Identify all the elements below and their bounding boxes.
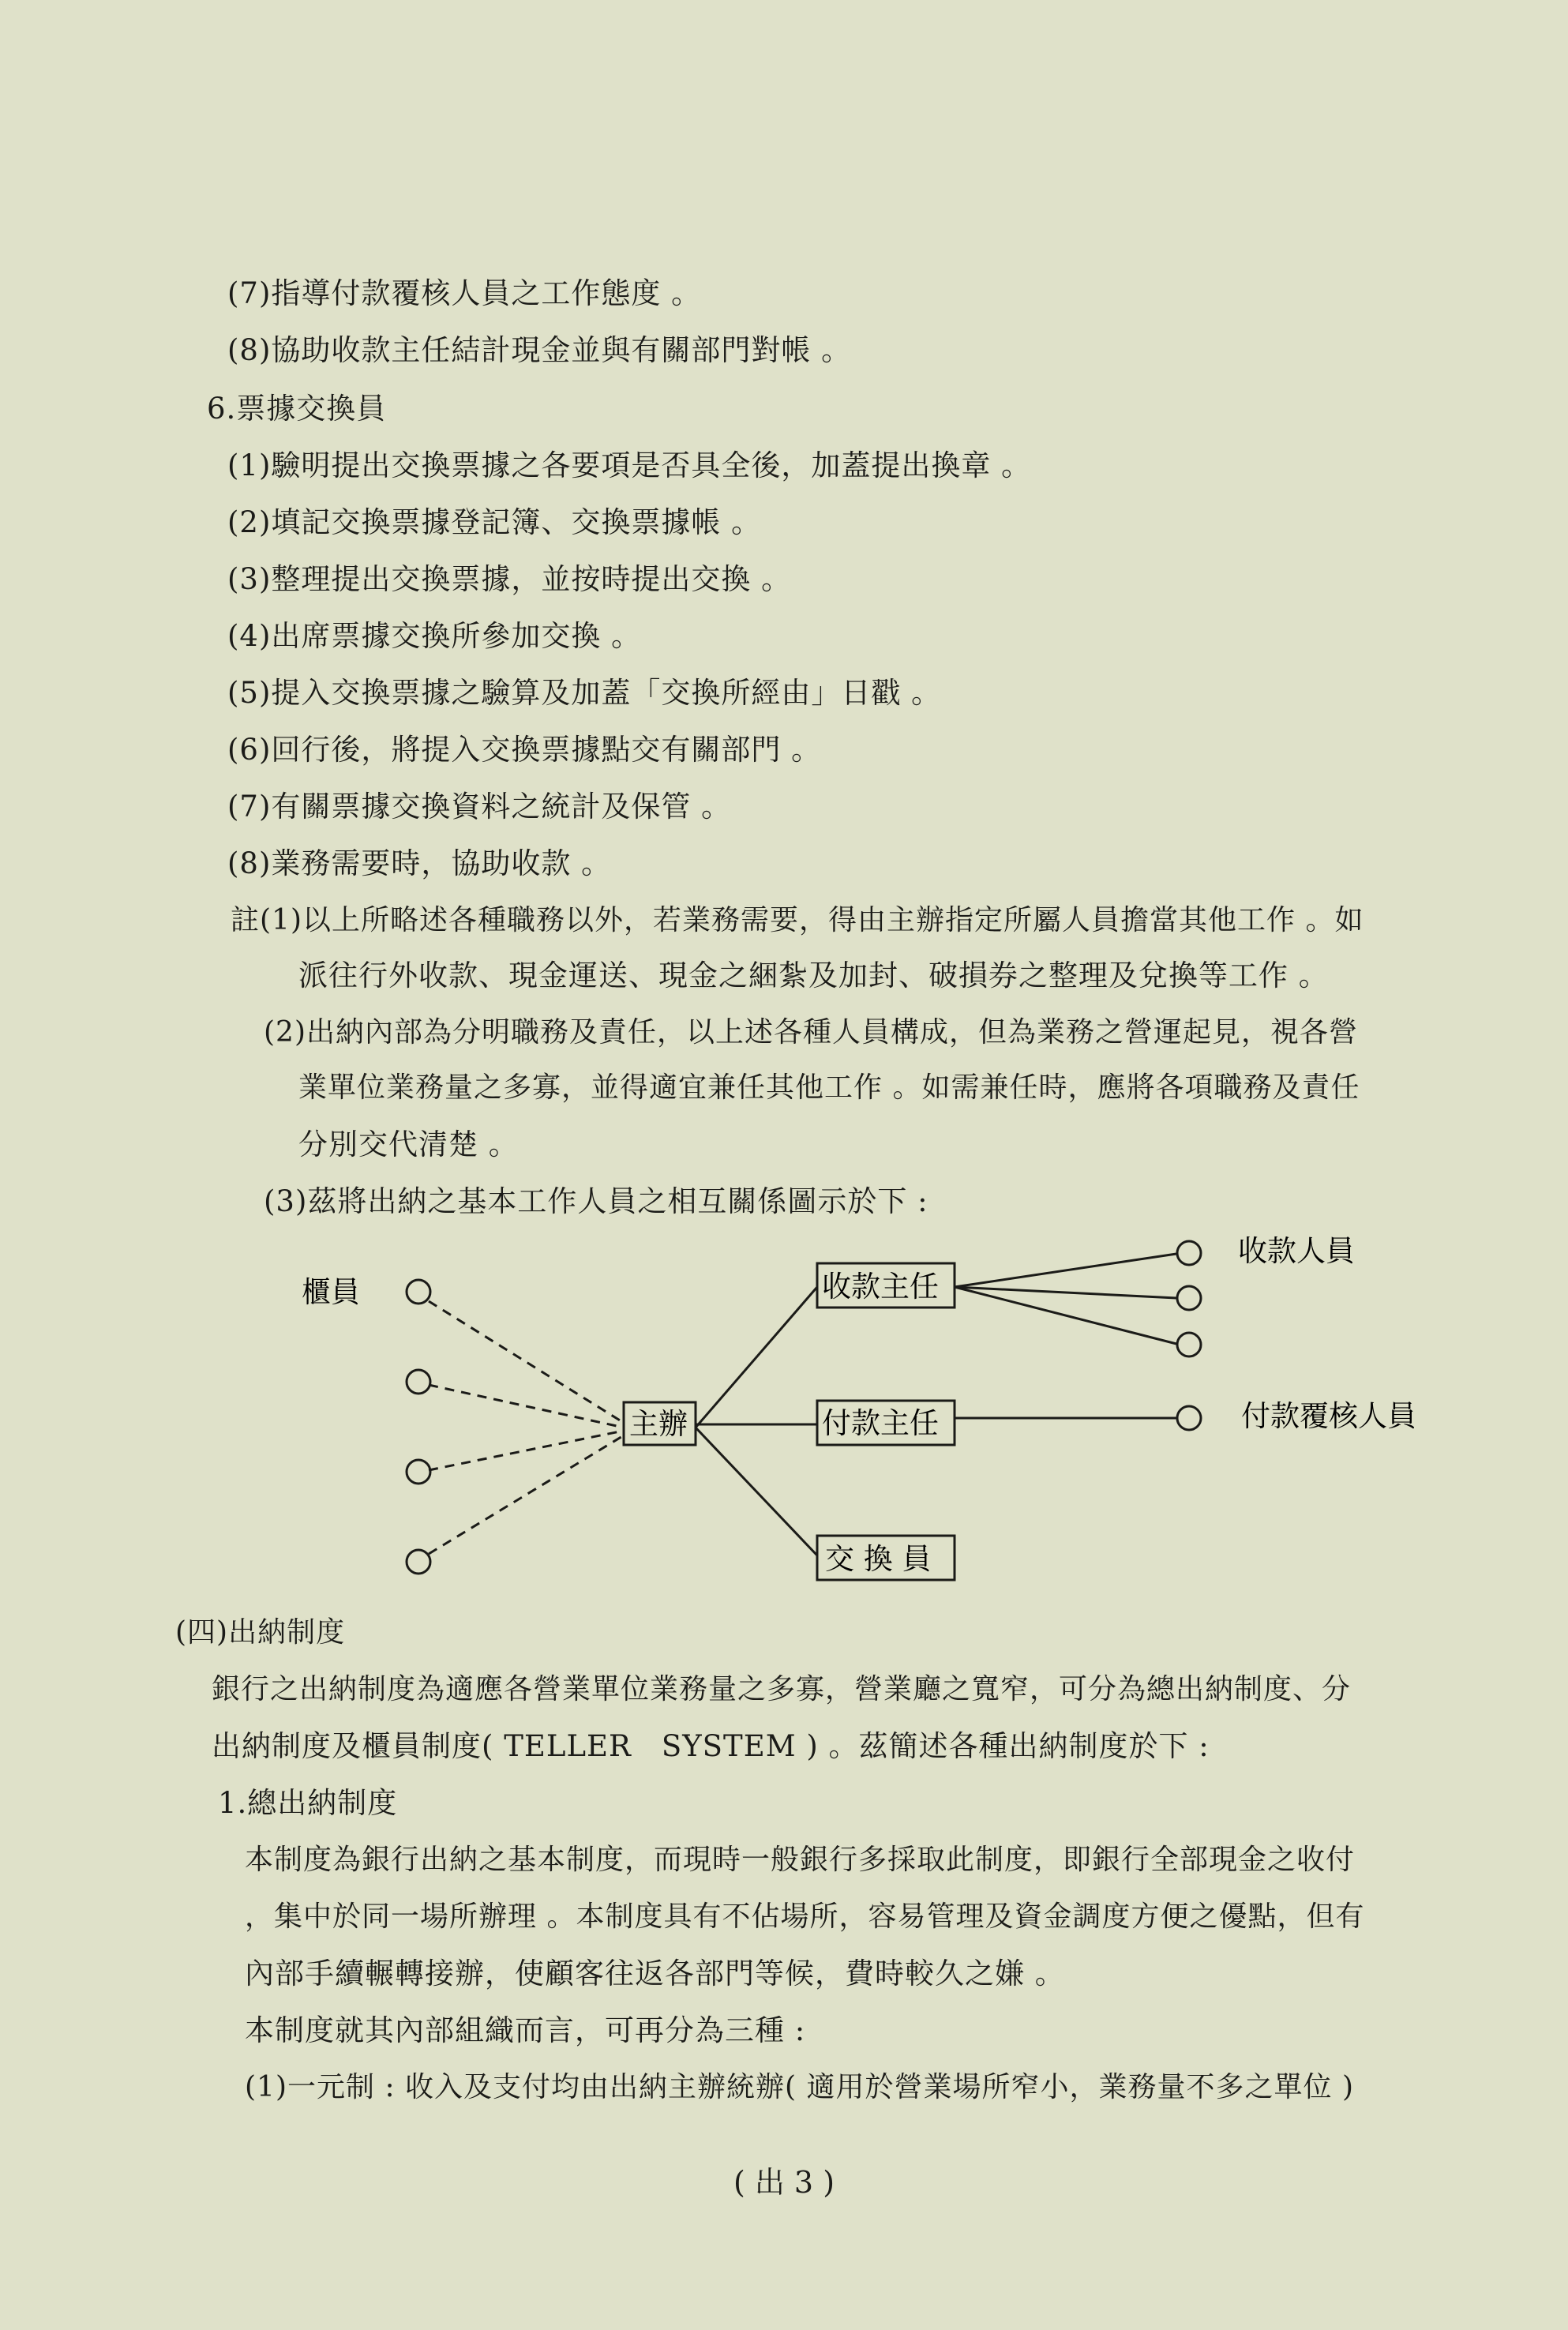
text-line: 本制度就其內部組織而言，可再分為三種 :: [245, 2013, 806, 2047]
supervisor-label: 主辦: [629, 1407, 688, 1441]
note-line: 分別交代清楚 。: [298, 1127, 519, 1161]
edge-counter-2: [429, 1385, 624, 1428]
receiving-staff-node: [1177, 1333, 1201, 1356]
edge-counter-4: [429, 1435, 624, 1554]
note-line: (2)出納內部為分明職務及責任，以上述各種人員構成，但為業務之營運起見，視各營: [264, 1016, 1358, 1049]
text-line: (6)回行後，將提入交換票據點交有關部門 。: [227, 733, 822, 767]
counter-staff-node: [407, 1280, 430, 1304]
edge-receiving-staff-1: [955, 1254, 1176, 1287]
counter-staff-node: [407, 1370, 430, 1394]
section-heading: 1.總出納制度: [218, 1786, 398, 1820]
org-diagram: [0, 1216, 1568, 1595]
text-line: 內部手續輾轉接辦，使顧客往返各部門等候，費時較久之嫌 。: [245, 1957, 1065, 1990]
text-line: (2)填記交換票據登記簿、交換票據帳 。: [227, 505, 762, 539]
text-line: (8)協助收款主任結計現金並與有關部門對帳 。: [227, 333, 852, 367]
text-line: (1)一元制 : 收入及支付均由出納主辦統辦( 適用於營業場所窄小，業務量不多之單位 ): [245, 2071, 1354, 2103]
edge-supervisor-exchanger: [696, 1428, 817, 1555]
text-line: (3)整理提出交換票據，並按時提出交換 。: [227, 562, 792, 596]
counter-staff-node: [407, 1550, 430, 1574]
text-line: (1)驗明提出交換票據之各要項是否具全後，加蓋提出換章 。: [227, 448, 1032, 482]
text-line: (8)業務需要時，協助收款 。: [227, 846, 612, 880]
edge-counter-3: [429, 1431, 624, 1470]
paying-reviewer-label: 付款覆核人員: [1241, 1399, 1416, 1433]
note-line: 註(1)以上所略述各種職務以外，若業務需要，得由主辦指定所屬人員擔當其他工作 。如: [231, 904, 1364, 936]
note-line: 派往行外收款、現金運送、現金之綑紮及加封、破損券之整理及兌換等工作 。: [298, 959, 1329, 992]
receiving-chief-label: 收款主任: [822, 1270, 939, 1304]
section-heading: 6.票據交換員: [207, 392, 387, 426]
counter-staff-node: [407, 1460, 430, 1484]
note-line: (3)茲將出納之基本工作人員之相互關係圖示於下 :: [264, 1184, 928, 1218]
counter-staff-label: 櫃員: [302, 1275, 360, 1309]
section-heading: (四)出納制度: [175, 1616, 346, 1649]
text-line: (4)出席票據交換所參加交換 。: [227, 619, 642, 653]
text-line: (7)有關票據交換資料之統計及保管 。: [227, 790, 732, 824]
receiving-staff-node: [1177, 1286, 1201, 1310]
exchanger-label: 交 換 員: [825, 1542, 932, 1576]
text-line: (7)指導付款覆核人員之工作態度 。: [227, 276, 702, 310]
edge-supervisor-receiving: [696, 1287, 817, 1428]
paying-chief-label: 付款主任: [822, 1406, 939, 1440]
note-line: 業單位業務量之多寡，並得適宜兼任其他工作 。如需兼任時，應將各項職務及責任: [298, 1071, 1360, 1104]
text-line: ，集中於同一場所辦理 。本制度具有不佔場所，容易管理及資金調度方便之優點，但有: [245, 1900, 1365, 1933]
receiving-staff-label: 收款人員: [1238, 1234, 1355, 1268]
paying-reviewer-node: [1177, 1406, 1201, 1430]
edge-counter-1: [429, 1301, 624, 1423]
text-line: 出納制度及櫃員制度( TELLER SYSTEM ) 。茲簡述各種出納制度於下 :: [212, 1729, 1210, 1763]
text-line: 本制度為銀行出納之基本制度，而現時一般銀行多採取此制度，即銀行全部現金之收付: [245, 1844, 1356, 1876]
text-line: (5)提入交換票據之驗算及加蓋「交換所經由」日戳 。: [227, 676, 942, 710]
page-number: ( 出 3 ): [733, 2165, 835, 2200]
text-line: 銀行之出納制度為適應各營業單位業務量之多寡，營業廳之寬窄，可分為總出納制度、分: [212, 1673, 1352, 1705]
receiving-staff-node: [1177, 1241, 1201, 1265]
